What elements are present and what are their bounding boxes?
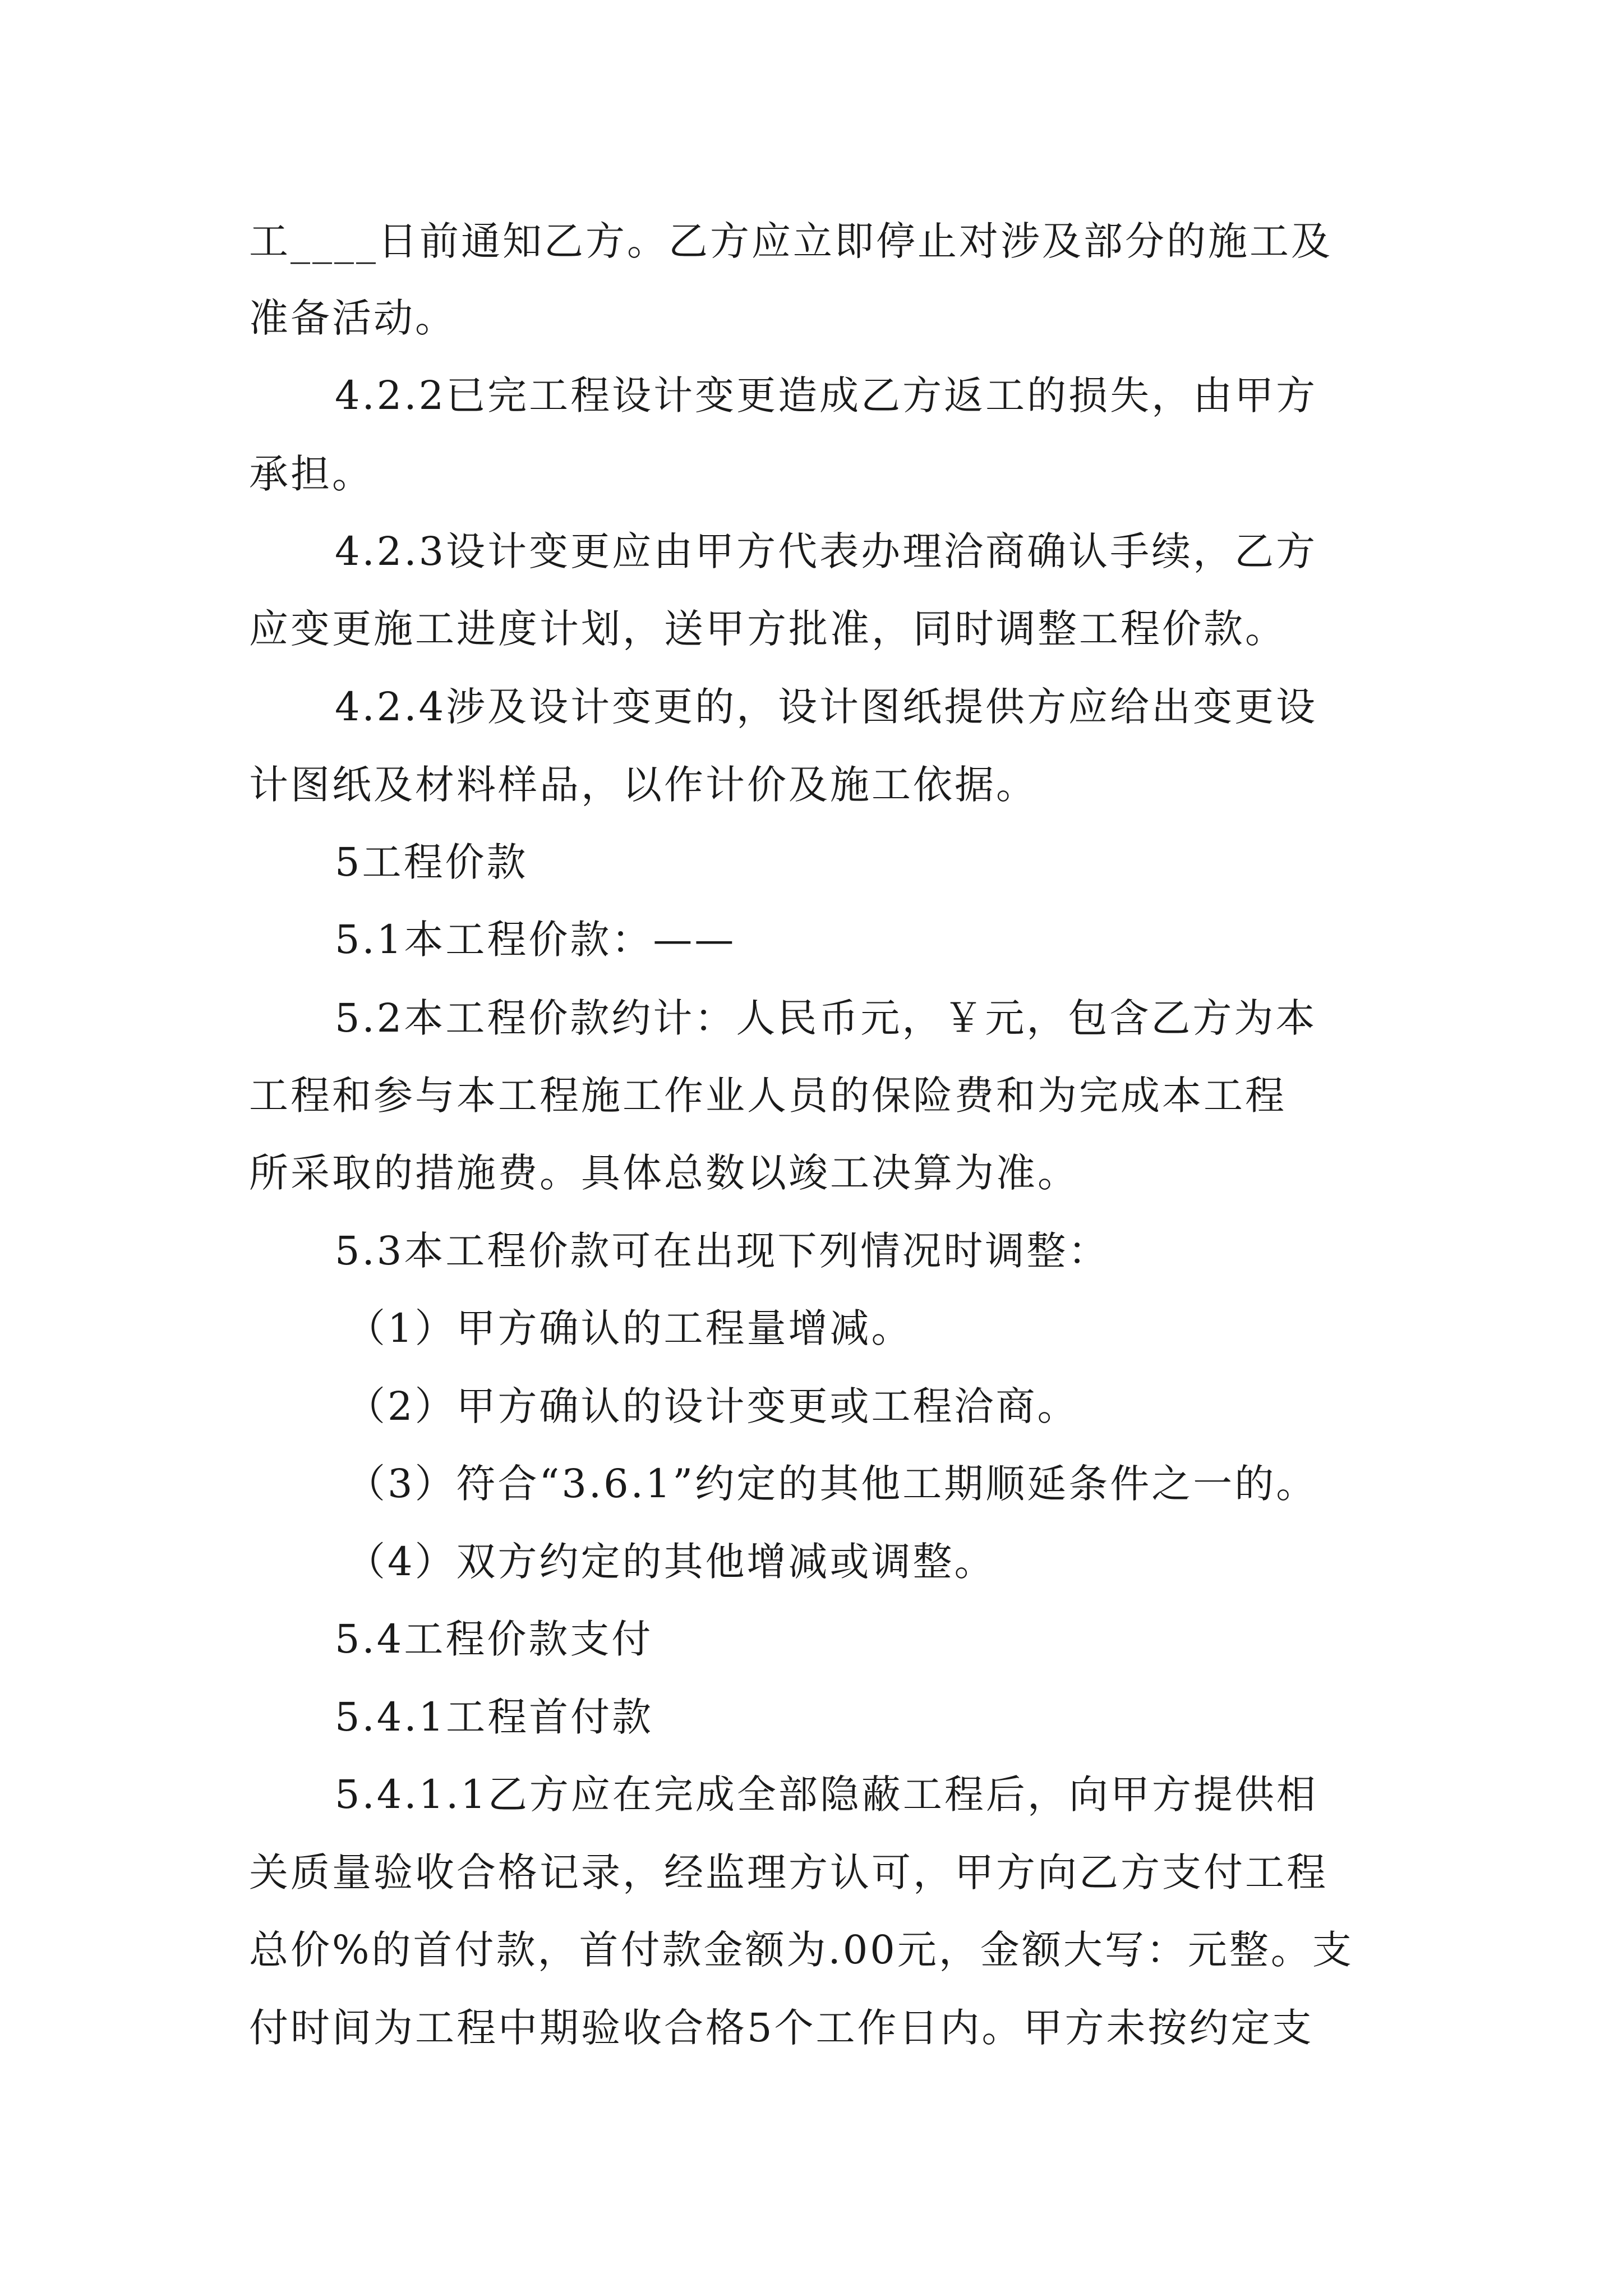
body-text-line: 工____日前通知乙方。乙方应立即停止对涉及部分的施工及 [249, 218, 1332, 264]
body-text-line: 承担。 [249, 451, 374, 497]
clause-4-2-2: 4.2.2已完工程设计变更造成乙方返工的损失，由甲方 [335, 372, 1318, 418]
body-text-line: 计图纸及材料样品，以作计价及施工依据。 [249, 762, 1038, 808]
section-heading-5: 5工程价款 [335, 839, 528, 885]
body-text-line: 付时间为工程中期验收合格5个工作日内。甲方未按约定支 [249, 2005, 1314, 2051]
clause-5-3: 5.3本工程价款可在出现下列情况时调整： [335, 1228, 1110, 1274]
clause-5-4-1: 5.4.1工程首付款 [335, 1694, 654, 1740]
list-item-2: （2）甲方确认的设计变更或工程洽商。 [346, 1383, 1079, 1429]
list-item-3: （3）符合“3.6.1”约定的其他工期顺延条件之一的。 [346, 1461, 1318, 1507]
clause-5-4-1-1: 5.4.1.1乙方应在完成全部隐蔽工程后，向甲方提供相 [335, 1772, 1318, 1818]
clause-4-2-4: 4.2.4涉及设计变更的，设计图纸提供方应给出变更设 [335, 684, 1318, 730]
body-text-line: 应变更施工进度计划，送甲方批准，同时调整工程价款。 [249, 606, 1287, 652]
body-text-line: 总价%的首付款，首付款金额为.00元，金额大写：元整。支 [249, 1927, 1354, 1973]
list-item-1: （1）甲方确认的工程量增减。 [346, 1305, 913, 1351]
body-text-line: 所采取的措施费。具体总数以竣工决算为准。 [249, 1150, 1079, 1196]
body-text-line: 关质量验收合格记录，经监理方认可，甲方向乙方支付工程 [249, 1849, 1328, 1895]
clause-4-2-3: 4.2.3设计变更应由甲方代表办理洽商确认手续，乙方 [335, 528, 1318, 574]
clause-5-1: 5.1本工程价款：—— [335, 917, 736, 963]
body-text-line: 准备活动。 [249, 295, 457, 341]
clause-5-4: 5.4工程价款支付 [335, 1616, 653, 1662]
list-item-4: （4）双方约定的其他增减或调整。 [346, 1539, 996, 1585]
clause-5-2: 5.2本工程价款约计：人民币元，￥元，包含乙方为本 [335, 995, 1317, 1041]
body-text-line: 工程和参与本工程施工作业人员的保险费和为完成本工程 [249, 1073, 1287, 1119]
